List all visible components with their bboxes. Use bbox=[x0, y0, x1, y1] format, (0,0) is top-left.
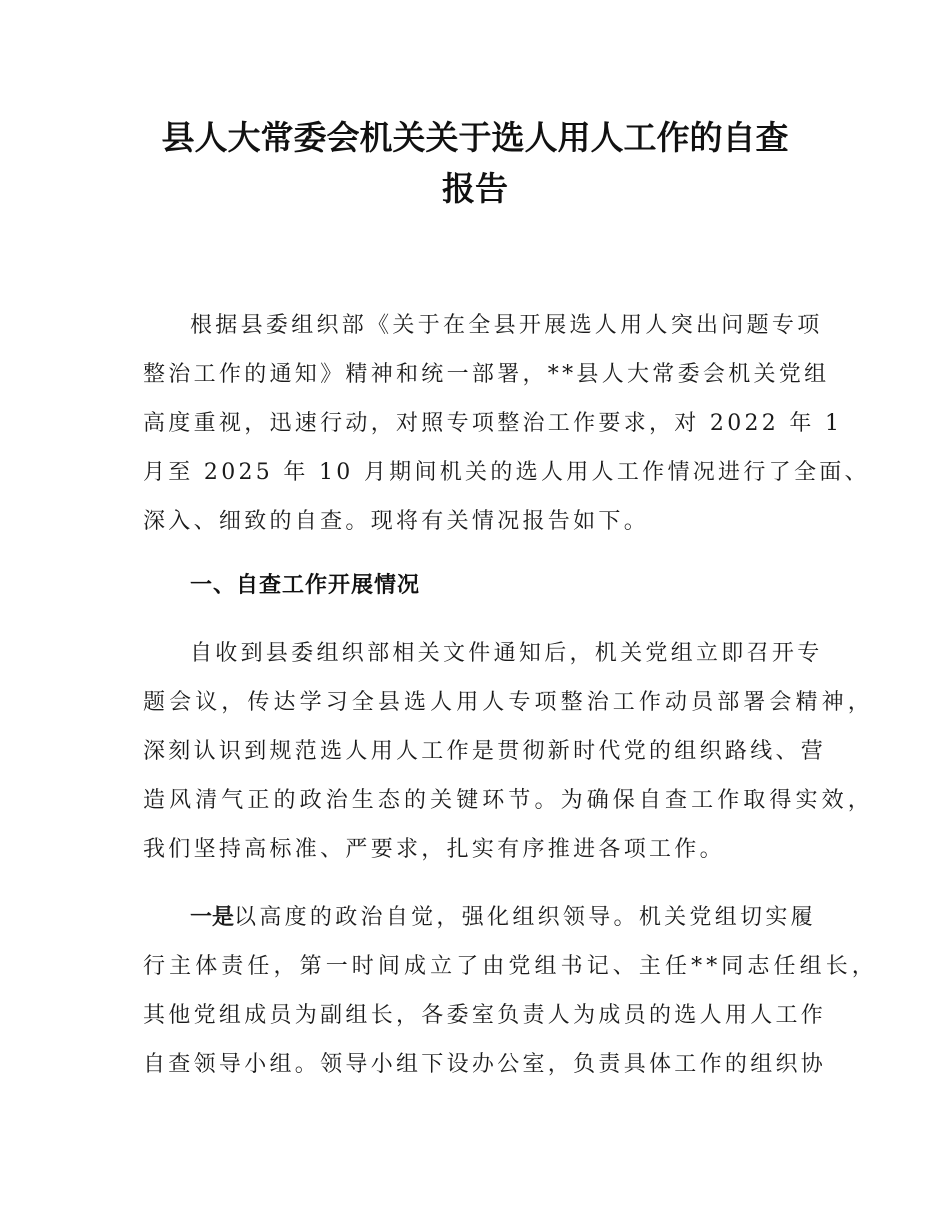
paragraph-line: 造风清气正的政治生态的关键环节。为确保自查工作取得实效， bbox=[143, 788, 874, 813]
paragraph-line: 自收到县委组织部相关文件通知后，机关党组立即召开专 bbox=[190, 641, 823, 666]
paragraph-lead-bold: 一是 bbox=[190, 905, 235, 930]
paragraph-line-rest: 以高度的政治自觉，强化组织领导。机关党组切实履 bbox=[234, 905, 816, 930]
paragraph-line: 行主体责任，第一时间成立了由党组书记、主任**同志任组长， bbox=[143, 954, 878, 979]
paragraph-line: 高度重视，迅速行动，对照专项整治工作要求，对 2022 年 1 bbox=[143, 411, 843, 436]
paragraph-line: 根据县委组织部《关于在全县开展选人用人突出问题专项 bbox=[190, 313, 823, 338]
paragraph-line bbox=[190, 903, 890, 933]
paragraph-line: 深入、细致的自查。现将有关情况报告如下。 bbox=[143, 509, 650, 534]
paragraph-line: 深刻认识到规范选人用人工作是贯彻新时代党的组织路线、营 bbox=[143, 739, 827, 764]
paragraph-line: 自查领导小组。领导小组下设办公室，负责具体工作的组织协 bbox=[143, 1052, 827, 1077]
document-title-line-1: 县人大常委会机关关于选人用人工作的自查 bbox=[161, 118, 789, 157]
document-title-line-2: 报告 bbox=[442, 169, 508, 208]
paragraph-line: 我们坚持高标准、严要求，扎实有序推进各项工作。 bbox=[143, 837, 725, 862]
section-heading: 一、自查工作开展情况 bbox=[190, 573, 421, 598]
paragraph-line: 其他党组成员为副组长，各委室负责人为成员的选人用人工作 bbox=[143, 1003, 827, 1028]
paragraph-line: 题会议，传达学习全县选人用人专项整治工作动员部署会精神， bbox=[143, 690, 874, 715]
paragraph-line: 月至 2025 年 10 月期间机关的选人用人工作情况进行了全面、 bbox=[143, 460, 870, 485]
paragraph-line: 整治工作的通知》精神和统一部署，**县人大常委会机关党组 bbox=[143, 362, 830, 387]
